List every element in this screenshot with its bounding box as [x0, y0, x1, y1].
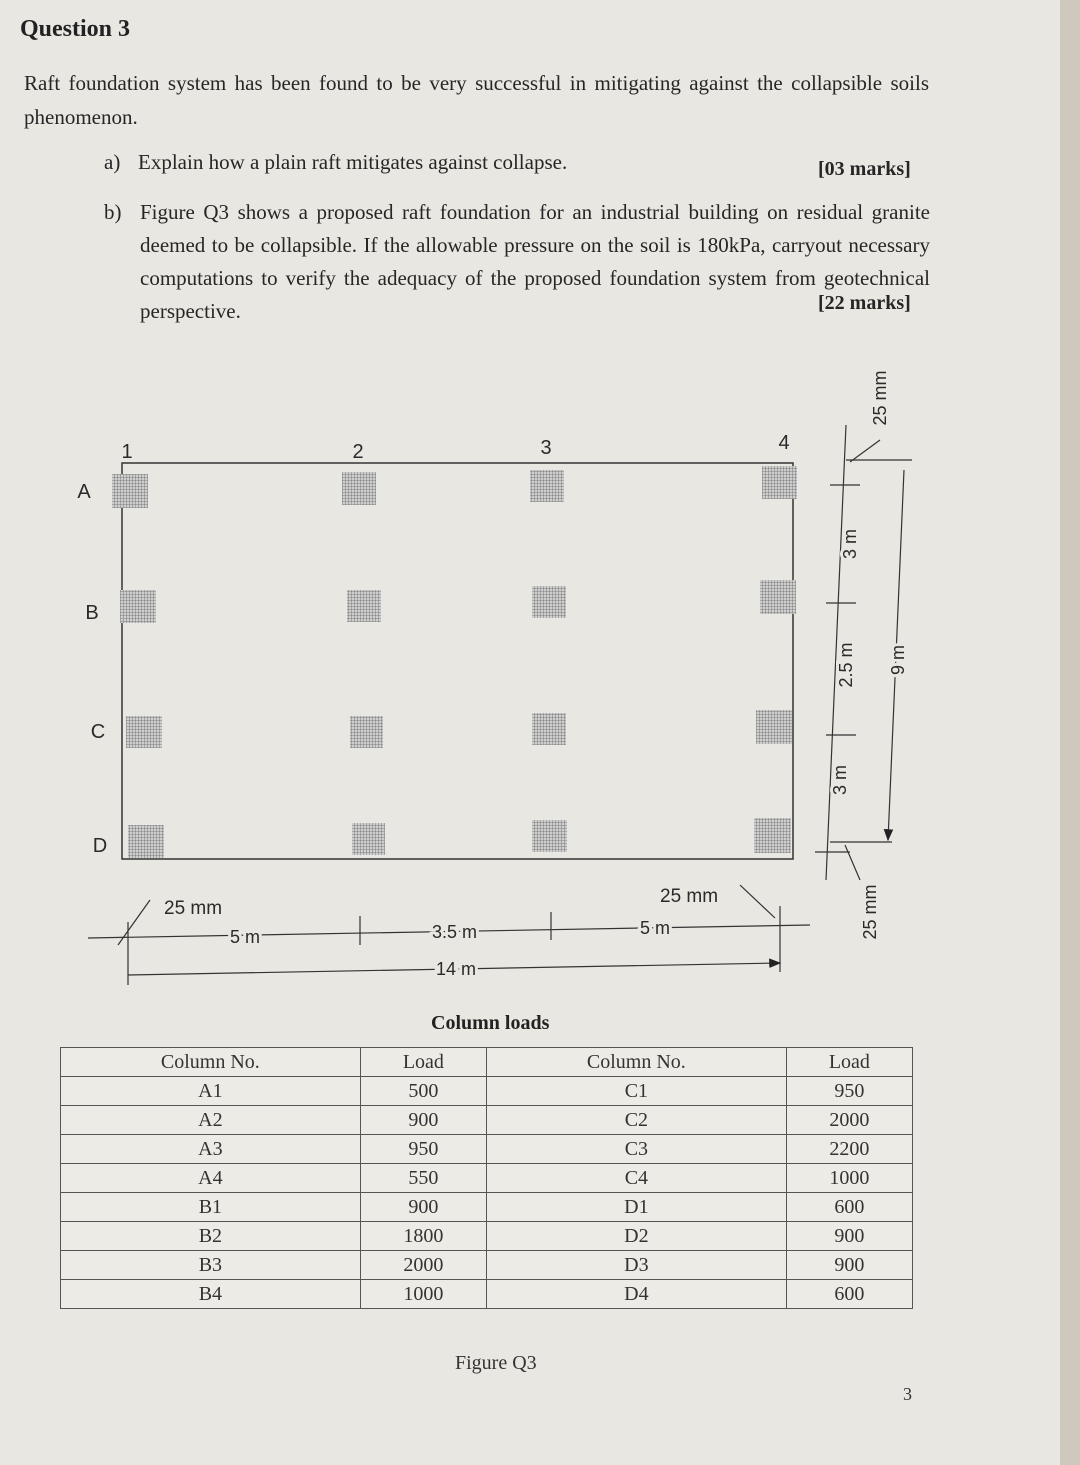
cell: A4	[61, 1164, 361, 1193]
part-b-label: b)	[104, 200, 122, 224]
cell: C2	[487, 1106, 787, 1135]
cell: 600	[786, 1280, 912, 1309]
column-B4	[760, 580, 796, 614]
table-row	[61, 1193, 913, 1222]
cell: A2	[61, 1106, 361, 1135]
question-intro: Raft foundation system has been found to be very successful in mitigating against the collapsible soils phenomenon.	[24, 71, 929, 129]
cell: B3	[61, 1251, 361, 1280]
cell: B1	[61, 1193, 361, 1222]
part-a-label: a)	[104, 150, 121, 174]
grid-label-2: 2	[352, 441, 364, 463]
cell: 900	[360, 1106, 486, 1135]
grid-label-D: D	[92, 835, 108, 857]
cell: A3	[61, 1135, 361, 1164]
cell: A1	[61, 1077, 361, 1106]
column-D2	[352, 823, 385, 855]
header-column-no-right: Column No.	[487, 1048, 787, 1077]
cell: C4	[487, 1164, 787, 1193]
column-A4	[762, 466, 797, 499]
part-b-text: Figure Q3 shows a proposed raft foundation for an industrial building on residual granite deemed to be collapsible. If the allowable pressure on the soil is 180kPa, carryout necessary computations to verify the adequacy of the proposed foundation system from geotechnical perspective.	[140, 200, 930, 323]
column-D1	[128, 825, 164, 858]
cell: 950	[360, 1135, 486, 1164]
page-number: 3	[903, 1384, 912, 1404]
column-B3	[532, 586, 566, 618]
column-C1	[126, 716, 162, 748]
dim-edge-top: 25 mm	[870, 370, 890, 426]
dim-edge-right: 25 mm	[660, 886, 719, 907]
table-row	[61, 1251, 913, 1280]
dim-span1: 5 m	[230, 927, 261, 947]
column-loads-table	[60, 1047, 913, 1309]
cell: 950	[786, 1077, 912, 1106]
raft-outline	[122, 463, 793, 859]
dim-span2: 3.5 m	[432, 922, 478, 942]
column-D4	[754, 818, 791, 853]
cell: D3	[487, 1251, 787, 1280]
cell: 2200	[786, 1135, 912, 1164]
part-a-marks: [03 marks]	[818, 158, 911, 180]
cell: 600	[786, 1193, 912, 1222]
cell: 1800	[360, 1222, 486, 1251]
cell: 1000	[360, 1280, 486, 1309]
cell: 900	[786, 1251, 912, 1280]
grid-label-A: A	[77, 481, 91, 503]
column-C3	[532, 713, 566, 745]
table-row	[61, 1135, 913, 1164]
column-A3	[530, 470, 564, 502]
columns	[112, 466, 797, 858]
header-column-no-left: Column No.	[61, 1048, 361, 1077]
column-A2	[342, 472, 376, 505]
dim-total: 14 m	[436, 959, 477, 979]
cell: 1000	[786, 1164, 912, 1193]
grid-label-4: 4	[778, 432, 790, 454]
column-B1	[120, 590, 156, 623]
cell: C3	[487, 1135, 787, 1164]
column-C4	[756, 710, 792, 744]
table-row	[61, 1280, 913, 1309]
dim-v-span1: 3 m	[840, 528, 860, 560]
dim-v-total: 9 m	[888, 644, 908, 676]
dim-v-span2: 2.5 m	[836, 642, 856, 688]
part-b-marks: [22 marks]	[818, 292, 911, 314]
column-B2	[347, 590, 381, 622]
grid-label-3: 3	[540, 437, 552, 459]
figure-caption: Figure Q3	[455, 1352, 537, 1374]
grid-label-C: C	[90, 721, 106, 743]
question-title: Question 3	[20, 16, 131, 42]
cell: C1	[487, 1077, 787, 1106]
cell: 500	[360, 1077, 486, 1106]
table-row	[61, 1164, 913, 1193]
dim-span3: 5 m	[640, 918, 671, 938]
grid-label-1: 1	[121, 441, 133, 463]
grid-label-B: B	[85, 602, 99, 624]
cell: 550	[360, 1164, 486, 1193]
cell: B2	[61, 1222, 361, 1251]
cell: 900	[786, 1222, 912, 1251]
header-load-left: Load	[360, 1048, 486, 1077]
column-C2	[350, 716, 383, 748]
table-row	[61, 1222, 913, 1251]
table-caption: Column loads	[431, 1012, 550, 1034]
part-a-text: Explain how a plain raft mitigates against collapse.	[138, 150, 568, 174]
column-A1	[112, 474, 148, 508]
dim-v-span3: 3 m	[830, 764, 850, 796]
cell: B4	[61, 1280, 361, 1309]
cell: 2000	[786, 1106, 912, 1135]
cell: D1	[487, 1193, 787, 1222]
cell: 900	[360, 1193, 486, 1222]
dim-edge-left: 25 mm	[164, 898, 223, 919]
cell: D2	[487, 1222, 787, 1251]
table-row	[61, 1077, 913, 1106]
column-D3	[532, 820, 567, 852]
dim-edge-bottom: 25 mm	[860, 884, 880, 940]
header-load-right: Load	[786, 1048, 912, 1077]
cell: D4	[487, 1280, 787, 1309]
table-header-row	[61, 1048, 913, 1077]
table-row	[61, 1106, 913, 1135]
cell: 2000	[360, 1251, 486, 1280]
